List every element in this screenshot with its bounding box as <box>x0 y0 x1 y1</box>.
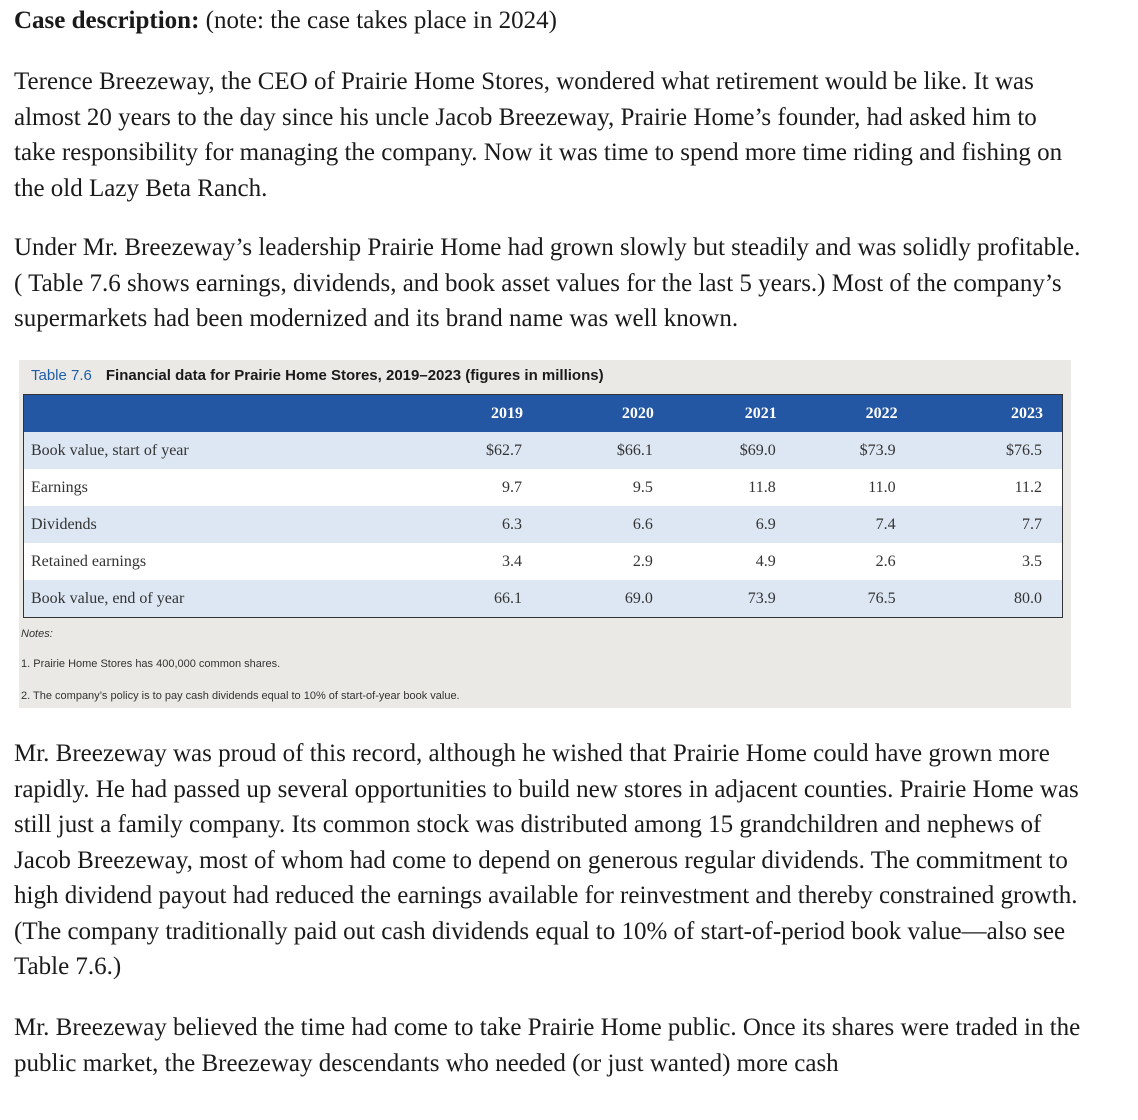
table-cell: 11.2 <box>904 469 1063 506</box>
table-cell: $76.5 <box>904 432 1063 469</box>
row-label: Dividends <box>24 506 334 543</box>
table-cell: 66.1 <box>333 580 535 618</box>
financial-table-exhibit <box>19 360 1071 708</box>
table-cell: 69.0 <box>535 580 658 618</box>
row-label: Book value, end of year <box>24 580 334 618</box>
notes-heading: Notes: <box>21 628 53 640</box>
table-cell: 73.9 <box>658 580 781 618</box>
table-cell: 2.9 <box>535 543 658 580</box>
table-cell: 6.3 <box>333 506 535 543</box>
case-heading <box>14 4 557 38</box>
table-cell: 11.8 <box>658 469 781 506</box>
table-row <box>24 432 1063 469</box>
paragraph-intro: Terence Breezeway, the CEO of Prairie Home Stores, wondered what retirement would be like. It was almost 20 years to the day since his uncle Jacob Breezeway, Prairie Home’s founder, had asked him to take responsibility for managing the company. Now it was time to spend more time riding and fishing on the old Lazy Beta Ranch. <box>14 68 1063 202</box>
table-cell: $73.9 <box>781 432 904 469</box>
header-blank <box>24 395 334 433</box>
note-item: 1. Prairie Home Stores has 400,000 common shares. <box>21 658 281 670</box>
table-cell: $69.0 <box>658 432 781 469</box>
paragraph-leadership: Under Mr. Breezeway’s leadership Prairie Home had grown slowly but steadily and was solidly profitable. ( Table 7.6 shows earnings, dividends, and book asset values for the last 5 years.) Most of the company’s supermarkets had been modernized and its brand name was well known. <box>14 234 1081 332</box>
row-label: Retained earnings <box>24 543 334 580</box>
row-label: Book value, start of year <box>24 432 334 469</box>
paragraph-record: Mr. Breezeway was proud of this record, although he wished that Prairie Home could have grown more rapidly. He had passed up several opportunities to build new stores in adjacent counties. Prairie Home was still just a family company. Its common stock was distributed among 15 grandchildren and nephews of Jacob Breezeway, most of whom had come to depend on generous regular dividends. The commitment to high dividend payout had reduced the earnings available for reinvestment and thereby constrained growth. (The company traditionally paid out cash dividends equal to 10% of start-of-period book value—also see Table 7.6.) <box>14 740 1079 980</box>
table-cell: 76.5 <box>781 580 904 618</box>
case-heading-bold: Case description: <box>14 7 200 34</box>
header-year: 2021 <box>658 395 781 433</box>
table-row <box>24 543 1063 580</box>
note-item: 2. The company’s policy is to pay cash dividends equal to 10% of start-of-year book value. <box>21 690 460 702</box>
table-row <box>24 469 1063 506</box>
table-cell: $62.7 <box>333 432 535 469</box>
header-year: 2020 <box>535 395 658 433</box>
table-row <box>24 580 1063 618</box>
table-cell: 9.5 <box>535 469 658 506</box>
row-label: Earnings <box>24 469 334 506</box>
table-row <box>24 506 1063 543</box>
table-cell: 7.4 <box>781 506 904 543</box>
table-cell: 11.0 <box>781 469 904 506</box>
table-cell: 6.9 <box>658 506 781 543</box>
table-cell: 6.6 <box>535 506 658 543</box>
table-cell: 2.6 <box>781 543 904 580</box>
table-cell: 7.7 <box>904 506 1063 543</box>
table-cell: 3.4 <box>333 543 535 580</box>
header-year: 2019 <box>333 395 535 433</box>
paragraph-public: Mr. Breezeway believed the time had come to take Prairie Home public. Once its shares were traded in the public market, the Breezeway descendants who needed (or just wanted) more cash <box>14 1014 1081 1077</box>
table-cell: 9.7 <box>333 469 535 506</box>
table-cell: 3.5 <box>904 543 1063 580</box>
table-cell: 4.9 <box>658 543 781 580</box>
table-number: Table 7.6 <box>31 367 92 384</box>
table-header-row <box>24 395 1063 433</box>
table-cell: $66.1 <box>535 432 658 469</box>
table-cell: 80.0 <box>904 580 1063 618</box>
header-year: 2022 <box>781 395 904 433</box>
case-heading-note: (note: the case takes place in 2024) <box>199 7 557 34</box>
header-year: 2023 <box>904 395 1063 433</box>
financial-data-table <box>23 394 1063 618</box>
table-caption <box>31 366 604 386</box>
table-title: Financial data for Prairie Home Stores, 2019–2023 (figures in millions) <box>105 367 604 384</box>
